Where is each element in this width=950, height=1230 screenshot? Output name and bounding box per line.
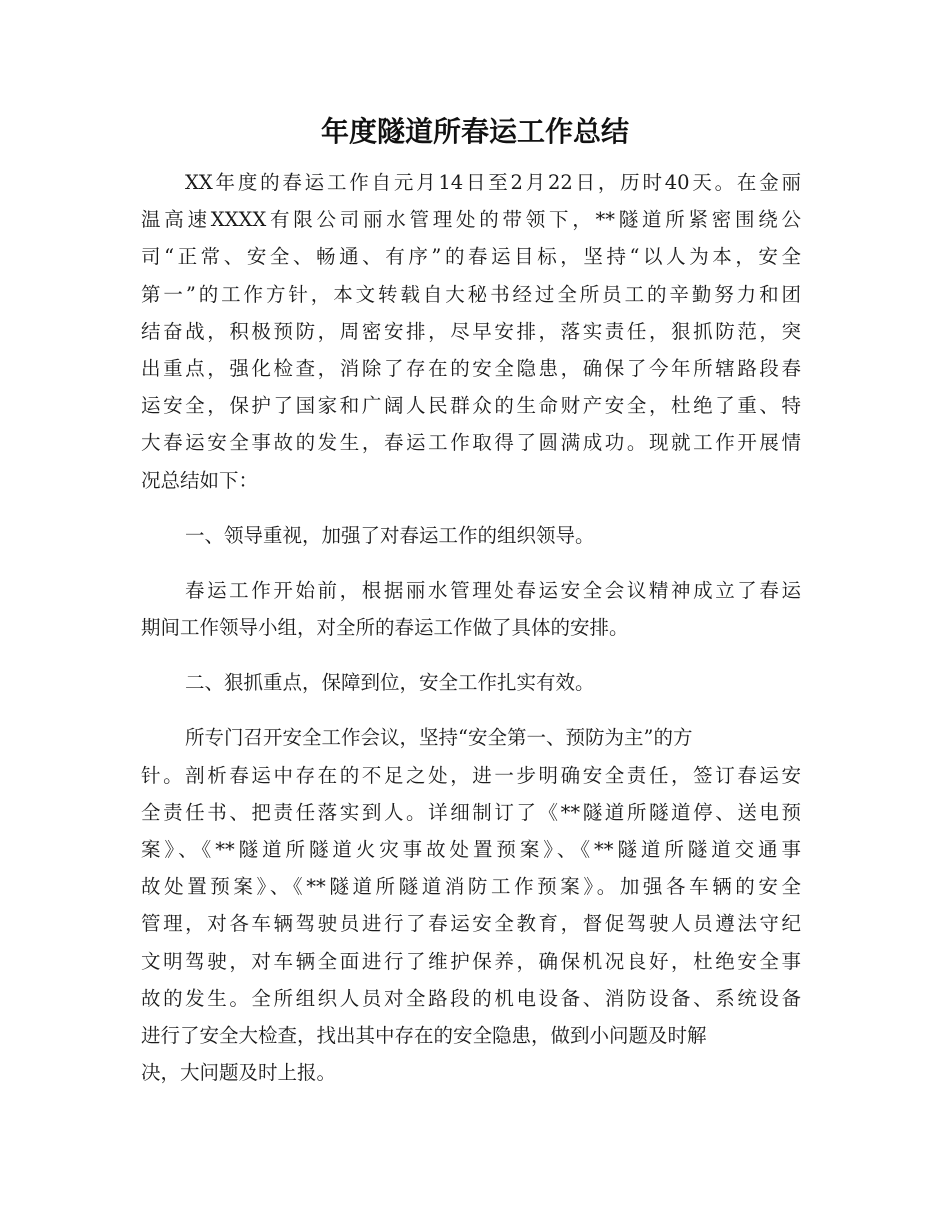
text-line: 况总结如下：	[141, 468, 259, 492]
section-heading-1	[141, 517, 801, 554]
text-line: 第一”的工作方针，本文转载自大秘书经过全所员工的辛勤努力和团	[141, 282, 801, 306]
text-line: 进行了安全大检查，找出其中存在的安全隐患，做到小问题及时解	[141, 1023, 707, 1047]
document-body	[141, 164, 801, 1091]
text-line: 故处置预案》、《**隧道所隧道消防工作预案》。加强各车辆的安全	[141, 875, 801, 899]
text-line: 文明驾驶，对车辆全面进行了维护保养，确保机况良好，杜绝安全事	[141, 949, 801, 973]
text-line: 案》、《**隧道所隧道火灾事故处置预案》、《**隧道所隧道交通事	[141, 838, 801, 861]
page-title: 年度隧道所春运工作总结	[320, 115, 629, 148]
text-line: 司“正常、安全、畅通、有序”的春运目标，坚持“以人为本，安全	[141, 245, 801, 269]
text-line: 管理，对各车辆驾驶员进行了春运安全教育，督促驾驶人员遵法守纪	[141, 912, 801, 936]
text-line: 针。剖析春运中存在的不足之处，进一步明确安全责任，签订春运安	[141, 763, 801, 787]
paragraph-intro	[141, 164, 801, 499]
text-line: 期间工作领导小组，对全所的春运工作做了具体的安排。	[141, 616, 629, 640]
text-line: 大春运安全事故的发生，春运工作取得了圆满成功。现就工作开展情	[141, 431, 801, 455]
text-line: 二、狠抓重点，保障到位，安全工作扎实有效。	[185, 671, 595, 695]
section-heading-2	[141, 664, 801, 701]
text-line: 运安全，保护了国家和广阔人民群众的生命财产安全，杜绝了重、特	[141, 394, 801, 418]
text-line: 全责任书、把责任落实到人。详细制订了《**隧道所隧道停、送电预	[141, 800, 801, 824]
text-line: 一、领导重视，加强了对春运工作的组织领导。	[185, 523, 595, 547]
text-line: 故的发生。全所组织人员对全路段的机电设备、消防设备、系统设备	[141, 986, 801, 1010]
paragraph-leadership	[141, 572, 801, 646]
text-line: XX年度的春运工作自元月14日至2月22日，历时40天。在金丽	[185, 171, 801, 194]
text-line: 出重点，强化检查，消除了存在的安全隐患，确保了今年所辖路段春	[141, 356, 801, 380]
text-line: 春运工作开始前，根据丽水管理处春运安全会议精神成立了春运	[185, 578, 801, 602]
text-line: 温高速XXXX有限公司丽水管理处的带领下，**隧道所紧密围绕公	[141, 208, 801, 232]
text-line: 所专门召开安全工作会议，坚持“安全第一、预防为主”的方	[185, 726, 693, 750]
paragraph-safety	[141, 719, 801, 1091]
text-line: 结奋战，积极预防，周密安排，尽早安排，落实责任，狠抓防范，突	[141, 319, 801, 343]
text-line: 决，大问题及时上报。	[141, 1061, 337, 1085]
